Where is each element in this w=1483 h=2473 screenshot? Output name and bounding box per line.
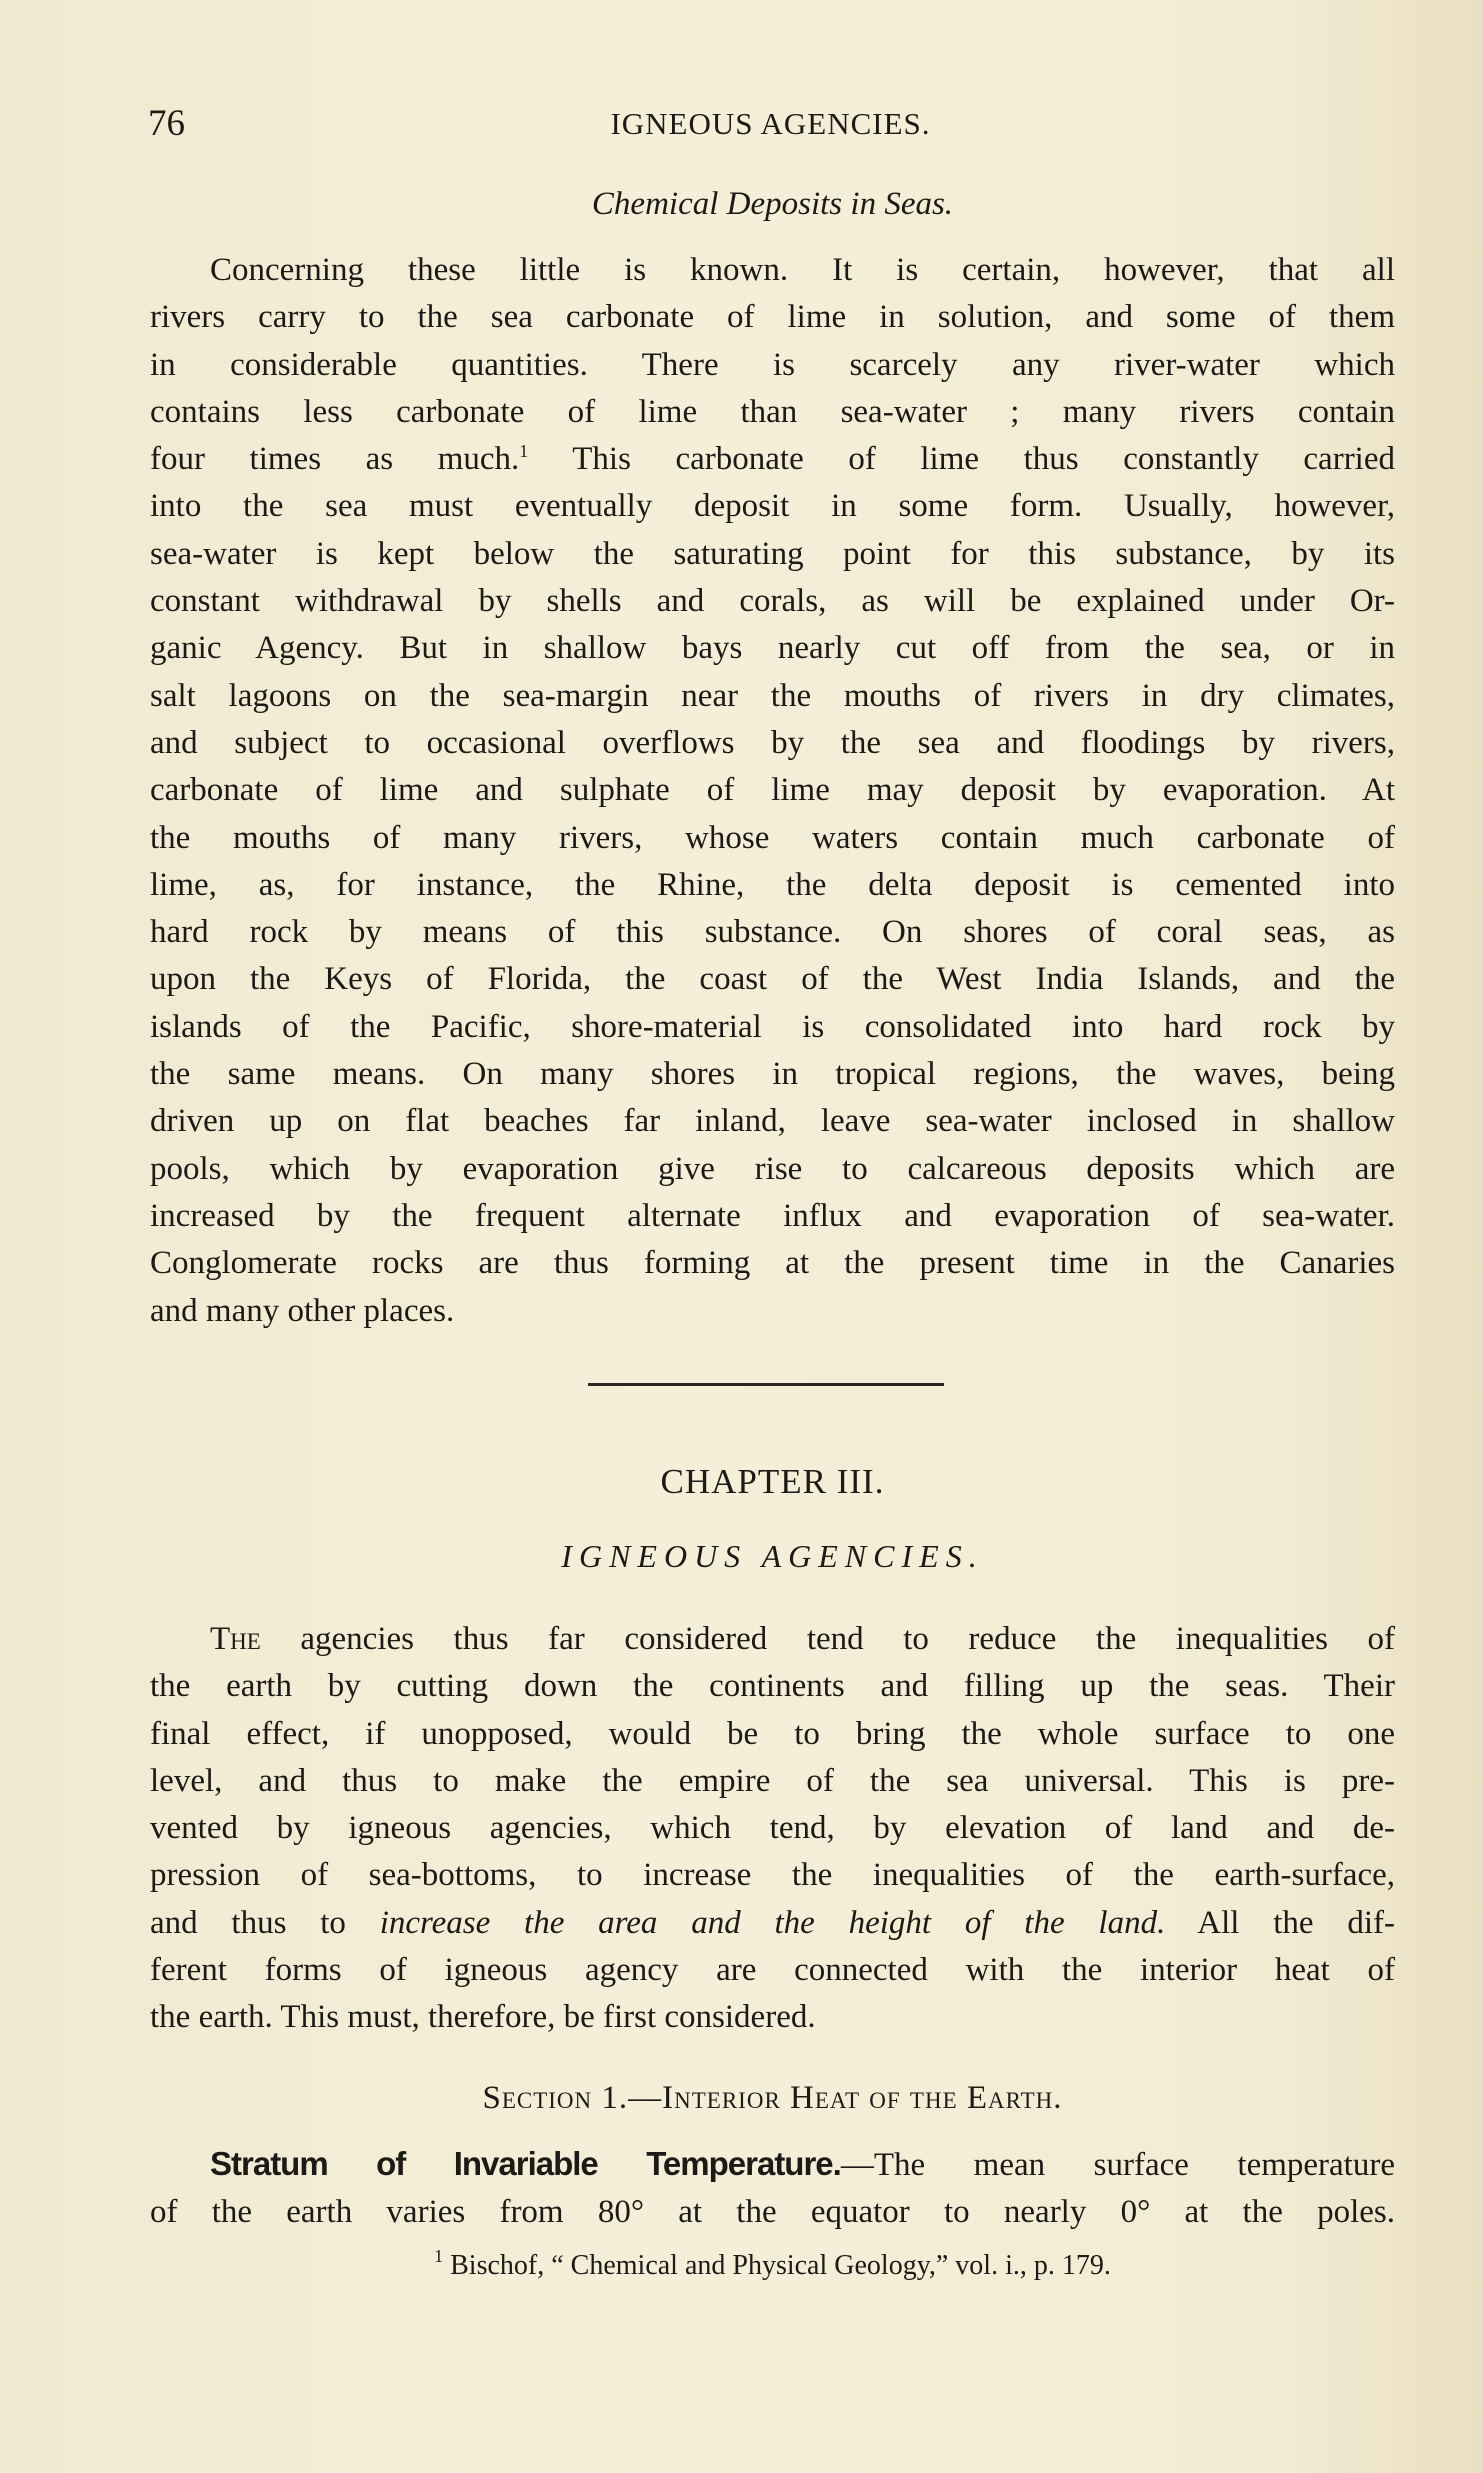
line-text: four times as much. [150, 441, 520, 478]
text-line: pression of sea-bottoms, to increase the inequalities of the earth-surface, [150, 1857, 1395, 1894]
text-line: ganic Agency. But in shallow bays nearly cut off from the sea, or in [150, 630, 1395, 667]
chapter-number: CHAPTER III. [660, 1462, 885, 1501]
text-line: sea-water is kept below the saturating point for this substance, by its [150, 535, 1395, 572]
paragraph-chemical-deposits [150, 247, 1395, 1335]
emphasis-text: increase the area and the height of the land. [379, 1904, 1166, 1941]
text-line: constant withdrawal by shells and corals, as will be explained under Or- [150, 583, 1395, 620]
paragraph-stratum [150, 2140, 1395, 2237]
text-line: lime, as, for instance, the Rhine, the delta deposit is cemented into [150, 866, 1395, 903]
text-line: contains less carbonate of lime than sea-water ; many rivers contain [150, 393, 1395, 430]
line-text: —The mean surface temperature [840, 2147, 1395, 2183]
text-line: hard rock by means of this substance. On shores of coral seas, as [150, 914, 1395, 951]
text-line: of the earth varies from 80° at the equator to nearly 0° at the poles. [150, 2194, 1395, 2231]
chapter-title: IGNEOUS AGENCIES. [561, 1538, 984, 1574]
text-line: level, and thus to make the empire of the sea universal. This is pre- [150, 1762, 1395, 1799]
text-line: ferent forms of igneous agency are connected with the interior heat of [150, 1952, 1395, 1989]
text-line: Conglomerate rocks are thus forming at the present time in the Canaries [150, 1245, 1395, 1282]
paragraph-lead: Stratum of Invariable Temperature. [210, 2145, 841, 2182]
text-line: pools, which by evaporation give rise to calcareous deposits which are [150, 1150, 1395, 1187]
text-line: rivers carry to the sea carbonate of lime in solution, and some of them [150, 299, 1395, 336]
text-line: driven up on flat beaches far inland, leave sea-water inclosed in shallow [150, 1103, 1395, 1140]
text-line: the mouths of many rivers, whose waters contain much carbonate of [150, 819, 1395, 856]
footnote-marker: 1 [519, 441, 529, 462]
section-divider [588, 1383, 944, 1386]
footnote-marker: 1 [434, 2246, 444, 2266]
page-header [148, 102, 1393, 152]
text-line: increased by the frequent alternate influx and evaporation of sea-water. [150, 1197, 1395, 1234]
running-title: IGNEOUS AGENCIES. [610, 106, 931, 141]
footnote [150, 2246, 1395, 2282]
text-line: carbonate of lime and sulphate of lime may deposit by evaporation. At [150, 772, 1395, 809]
text-line: upon the Keys of Florida, the coast of the West India Islands, and the [150, 961, 1395, 998]
text-line: islands of the Pacific, shore-material is consolidated into hard rock by [150, 1008, 1395, 1045]
line-text: All the dif- [1165, 1904, 1395, 1941]
section-heading: Chemical Deposits in Seas. [591, 186, 954, 222]
text-line: Concerning these little is known. It is certain, however, that all [210, 252, 1395, 288]
text-line: the same means. On many shores in tropical regions, the waves, being [150, 1056, 1395, 1093]
first-word: The [210, 1621, 261, 1657]
text-line: into the sea must eventually deposit in some form. Usually, however, [150, 488, 1395, 525]
footnote-text: Bischof, “ Chemical and Physical Geology,” vol. i., p. 179. [443, 2250, 1111, 2281]
page-number: 76 [148, 103, 185, 144]
paragraph-igneous-agencies [150, 1616, 1395, 2042]
text-line: final effect, if unopposed, would be to bring the whole surface to one [150, 1715, 1395, 1752]
text-line [150, 1900, 1395, 1947]
line-text: agencies thus far considered tend to reduce the inequalities of [260, 1621, 1395, 1657]
text-line: the earth. This must, therefore, be first considered. [150, 1999, 816, 2036]
text-line: and subject to occasional overflows by the sea and floodings by rivers, [150, 724, 1395, 761]
text-line: in considerable quantities. There is scarcely any river-water which [150, 346, 1395, 383]
line-text: and thus to [150, 1904, 380, 1941]
text-line [150, 2140, 1395, 2189]
line-text: This carbonate of lime thus constantly carried [528, 441, 1396, 478]
text-line [150, 436, 1395, 483]
text-line: vented by igneous agencies, which tend, by elevation of land and de- [150, 1810, 1395, 1847]
text-line: salt lagoons on the sea-margin near the mouths of rivers in dry climates, [150, 677, 1395, 714]
text-line: the earth by cutting down the continents and filling up the seas. Their [150, 1668, 1395, 1705]
section-title: Section 1.—Interior Heat of the Earth. [482, 2080, 1063, 2116]
text-line: and many other places. [150, 1292, 455, 1329]
text-line [150, 1616, 1395, 1663]
